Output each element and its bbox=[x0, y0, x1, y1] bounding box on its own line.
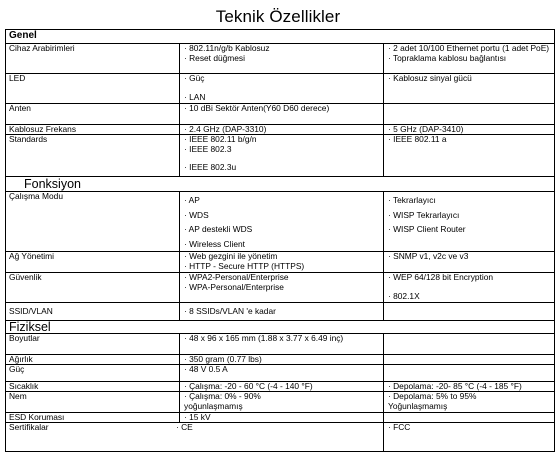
spec-value bbox=[383, 303, 554, 320]
spec-line: · Kablosuz sinyal gücü bbox=[388, 73, 472, 83]
spec-value bbox=[179, 273, 382, 302]
row-label: Güç bbox=[9, 364, 25, 374]
spec-value bbox=[179, 365, 382, 381]
spec-value bbox=[179, 104, 382, 124]
row-label: Sertifikalar bbox=[9, 422, 49, 432]
spec-value bbox=[172, 423, 375, 451]
table-row bbox=[6, 43, 554, 73]
spec-line: · Çalışma: 0% - 90% yoğunlaşmamış bbox=[184, 391, 261, 411]
row-label: SSID/VLAN bbox=[9, 306, 53, 316]
table-row bbox=[6, 412, 554, 422]
spec-line: · WPA-Personal/Enterprise bbox=[184, 281, 284, 292]
row-label: Cihaz Arabirimleri bbox=[9, 43, 75, 53]
spec-line: · Wireless Client bbox=[184, 238, 245, 249]
spec-value bbox=[383, 44, 554, 73]
spec-value bbox=[179, 44, 382, 73]
spec-line: · 15 kV bbox=[184, 412, 211, 422]
spec-line: · WEP 64/128 bit Encryption bbox=[388, 272, 494, 282]
section-header-fiziksel bbox=[6, 320, 554, 333]
spec-line: · WISP Tekrarlayıcı bbox=[388, 209, 460, 220]
spec-line: · IEEE 802.3u bbox=[184, 162, 237, 172]
spec-line: · Topraklama kablosu bağlantısı bbox=[388, 52, 507, 63]
spec-line: · 8 SSIDs/VLAN 'e kadar bbox=[184, 306, 276, 316]
spec-value bbox=[383, 74, 554, 103]
spec-value bbox=[383, 252, 554, 272]
spec-line: · AP destekli WDS bbox=[184, 224, 253, 234]
spec-line: · Depolama: 5% to 95% Yoğunlaşmamış bbox=[388, 391, 477, 411]
row-label: Standards bbox=[9, 134, 48, 144]
table-row bbox=[6, 354, 554, 364]
spec-value bbox=[179, 392, 382, 412]
spec-value bbox=[179, 192, 382, 251]
row-label: Güvenlik bbox=[9, 272, 42, 282]
row-label: Anten bbox=[9, 103, 31, 113]
row-label: Çalışma Modu bbox=[9, 191, 63, 201]
spec-line: · 2 adet 10/100 Ethernet portu (1 adet PoE) bbox=[388, 43, 550, 53]
spec-value bbox=[179, 355, 382, 364]
spec-line: · AP bbox=[184, 195, 200, 205]
spec-line: · Web gezgini ile yönetim bbox=[184, 251, 278, 261]
spec-line: · IEEE 802.11 a bbox=[388, 134, 447, 144]
table-row bbox=[6, 103, 554, 124]
table-row bbox=[6, 422, 554, 451]
spec-line: · FCC bbox=[388, 422, 411, 432]
spec-value bbox=[179, 252, 382, 272]
table-row bbox=[6, 124, 554, 134]
spec-line: · LAN bbox=[184, 91, 206, 102]
spec-line: · 10 dBi Sektör Anten(Y60 D60 derece) bbox=[184, 103, 330, 113]
section-header-genel bbox=[6, 30, 554, 43]
spec-line: · 48 x 96 x 165 mm (1.88 x 3.77 x 6.49 inç) bbox=[184, 333, 344, 343]
table-row bbox=[6, 251, 554, 272]
spec-value bbox=[179, 413, 382, 422]
spec-line: · 802.1X bbox=[388, 290, 420, 301]
spec-line: · Güç bbox=[184, 73, 205, 83]
table-row bbox=[6, 381, 554, 391]
spec-line: · WISP Client Router bbox=[388, 224, 466, 234]
spec-value bbox=[179, 74, 382, 103]
table-row bbox=[6, 391, 554, 412]
spec-value bbox=[383, 382, 554, 391]
spec-value bbox=[383, 135, 554, 176]
spec-line: · 5 GHz (DAP-3410) bbox=[388, 124, 464, 134]
spec-line: · 350 gram (0.77 lbs) bbox=[184, 354, 262, 364]
row-label: ESD Koruması bbox=[9, 412, 65, 422]
spec-line: · 2.4 GHz (DAP-3310) bbox=[184, 124, 267, 134]
spec-value bbox=[383, 392, 554, 412]
spec-value bbox=[179, 303, 382, 320]
row-label: Boyutlar bbox=[9, 333, 40, 343]
spec-line: · WPA2-Personal/Enterprise bbox=[184, 272, 289, 282]
spec-value bbox=[383, 125, 554, 134]
spec-value bbox=[383, 104, 554, 124]
spec-table bbox=[5, 29, 555, 452]
spec-line: · Depolama: -20- 85 °C (-4 - 185 °F) bbox=[388, 381, 522, 391]
row-label: Ağ Yönetimi bbox=[9, 251, 55, 261]
spec-value bbox=[179, 135, 382, 176]
spec-line: · Çalışma: -20 - 60 °C (-4 - 140 °F) bbox=[184, 381, 313, 391]
table-row bbox=[6, 272, 554, 302]
spec-line: · Reset düğmesi bbox=[184, 52, 245, 63]
spec-line: · SNMP v1, v2c ve v3 bbox=[388, 251, 469, 261]
table-row bbox=[6, 302, 554, 320]
spec-value bbox=[179, 382, 382, 391]
spec-value bbox=[383, 334, 554, 354]
spec-line: · Tekrarlayıcı bbox=[388, 195, 436, 205]
spec-line: · WDS bbox=[184, 209, 209, 220]
row-label: Nem bbox=[9, 391, 27, 401]
row-label: Ağırlık bbox=[9, 354, 33, 364]
table-row bbox=[6, 333, 554, 354]
table-row bbox=[6, 191, 554, 251]
spec-value bbox=[383, 355, 554, 364]
spec-value bbox=[179, 334, 382, 354]
spec-line: · IEEE 802.3 bbox=[184, 143, 232, 154]
spec-value bbox=[383, 192, 554, 251]
table-row bbox=[6, 134, 554, 176]
spec-line: · HTTP - Secure HTTP (HTTPS) bbox=[184, 260, 305, 271]
row-label: Kablosuz Frekans bbox=[9, 124, 77, 134]
row-label: Sıcaklık bbox=[9, 381, 39, 391]
spec-value bbox=[383, 365, 554, 381]
section-title: Fonksiyon bbox=[24, 177, 81, 191]
spec-line: · 802.11n/g/b Kablosuz bbox=[184, 43, 270, 53]
table-row bbox=[6, 73, 554, 103]
spec-line: · IEEE 802.11 b/g/n bbox=[184, 134, 257, 144]
spec-line: · CE bbox=[176, 422, 193, 432]
spec-value bbox=[179, 125, 382, 134]
section-title: Genel bbox=[9, 30, 37, 41]
page-title: Teknik Özellikler bbox=[215, 7, 341, 26]
spec-value bbox=[383, 413, 554, 422]
spec-line: · 48 V 0.5 A bbox=[184, 364, 228, 374]
spec-value bbox=[383, 423, 554, 451]
section-header-fonksiyon bbox=[6, 176, 554, 191]
section-title: Fiziksel bbox=[9, 320, 51, 334]
table-row bbox=[6, 364, 554, 381]
row-label: LED bbox=[9, 73, 26, 83]
spec-value bbox=[383, 273, 554, 302]
